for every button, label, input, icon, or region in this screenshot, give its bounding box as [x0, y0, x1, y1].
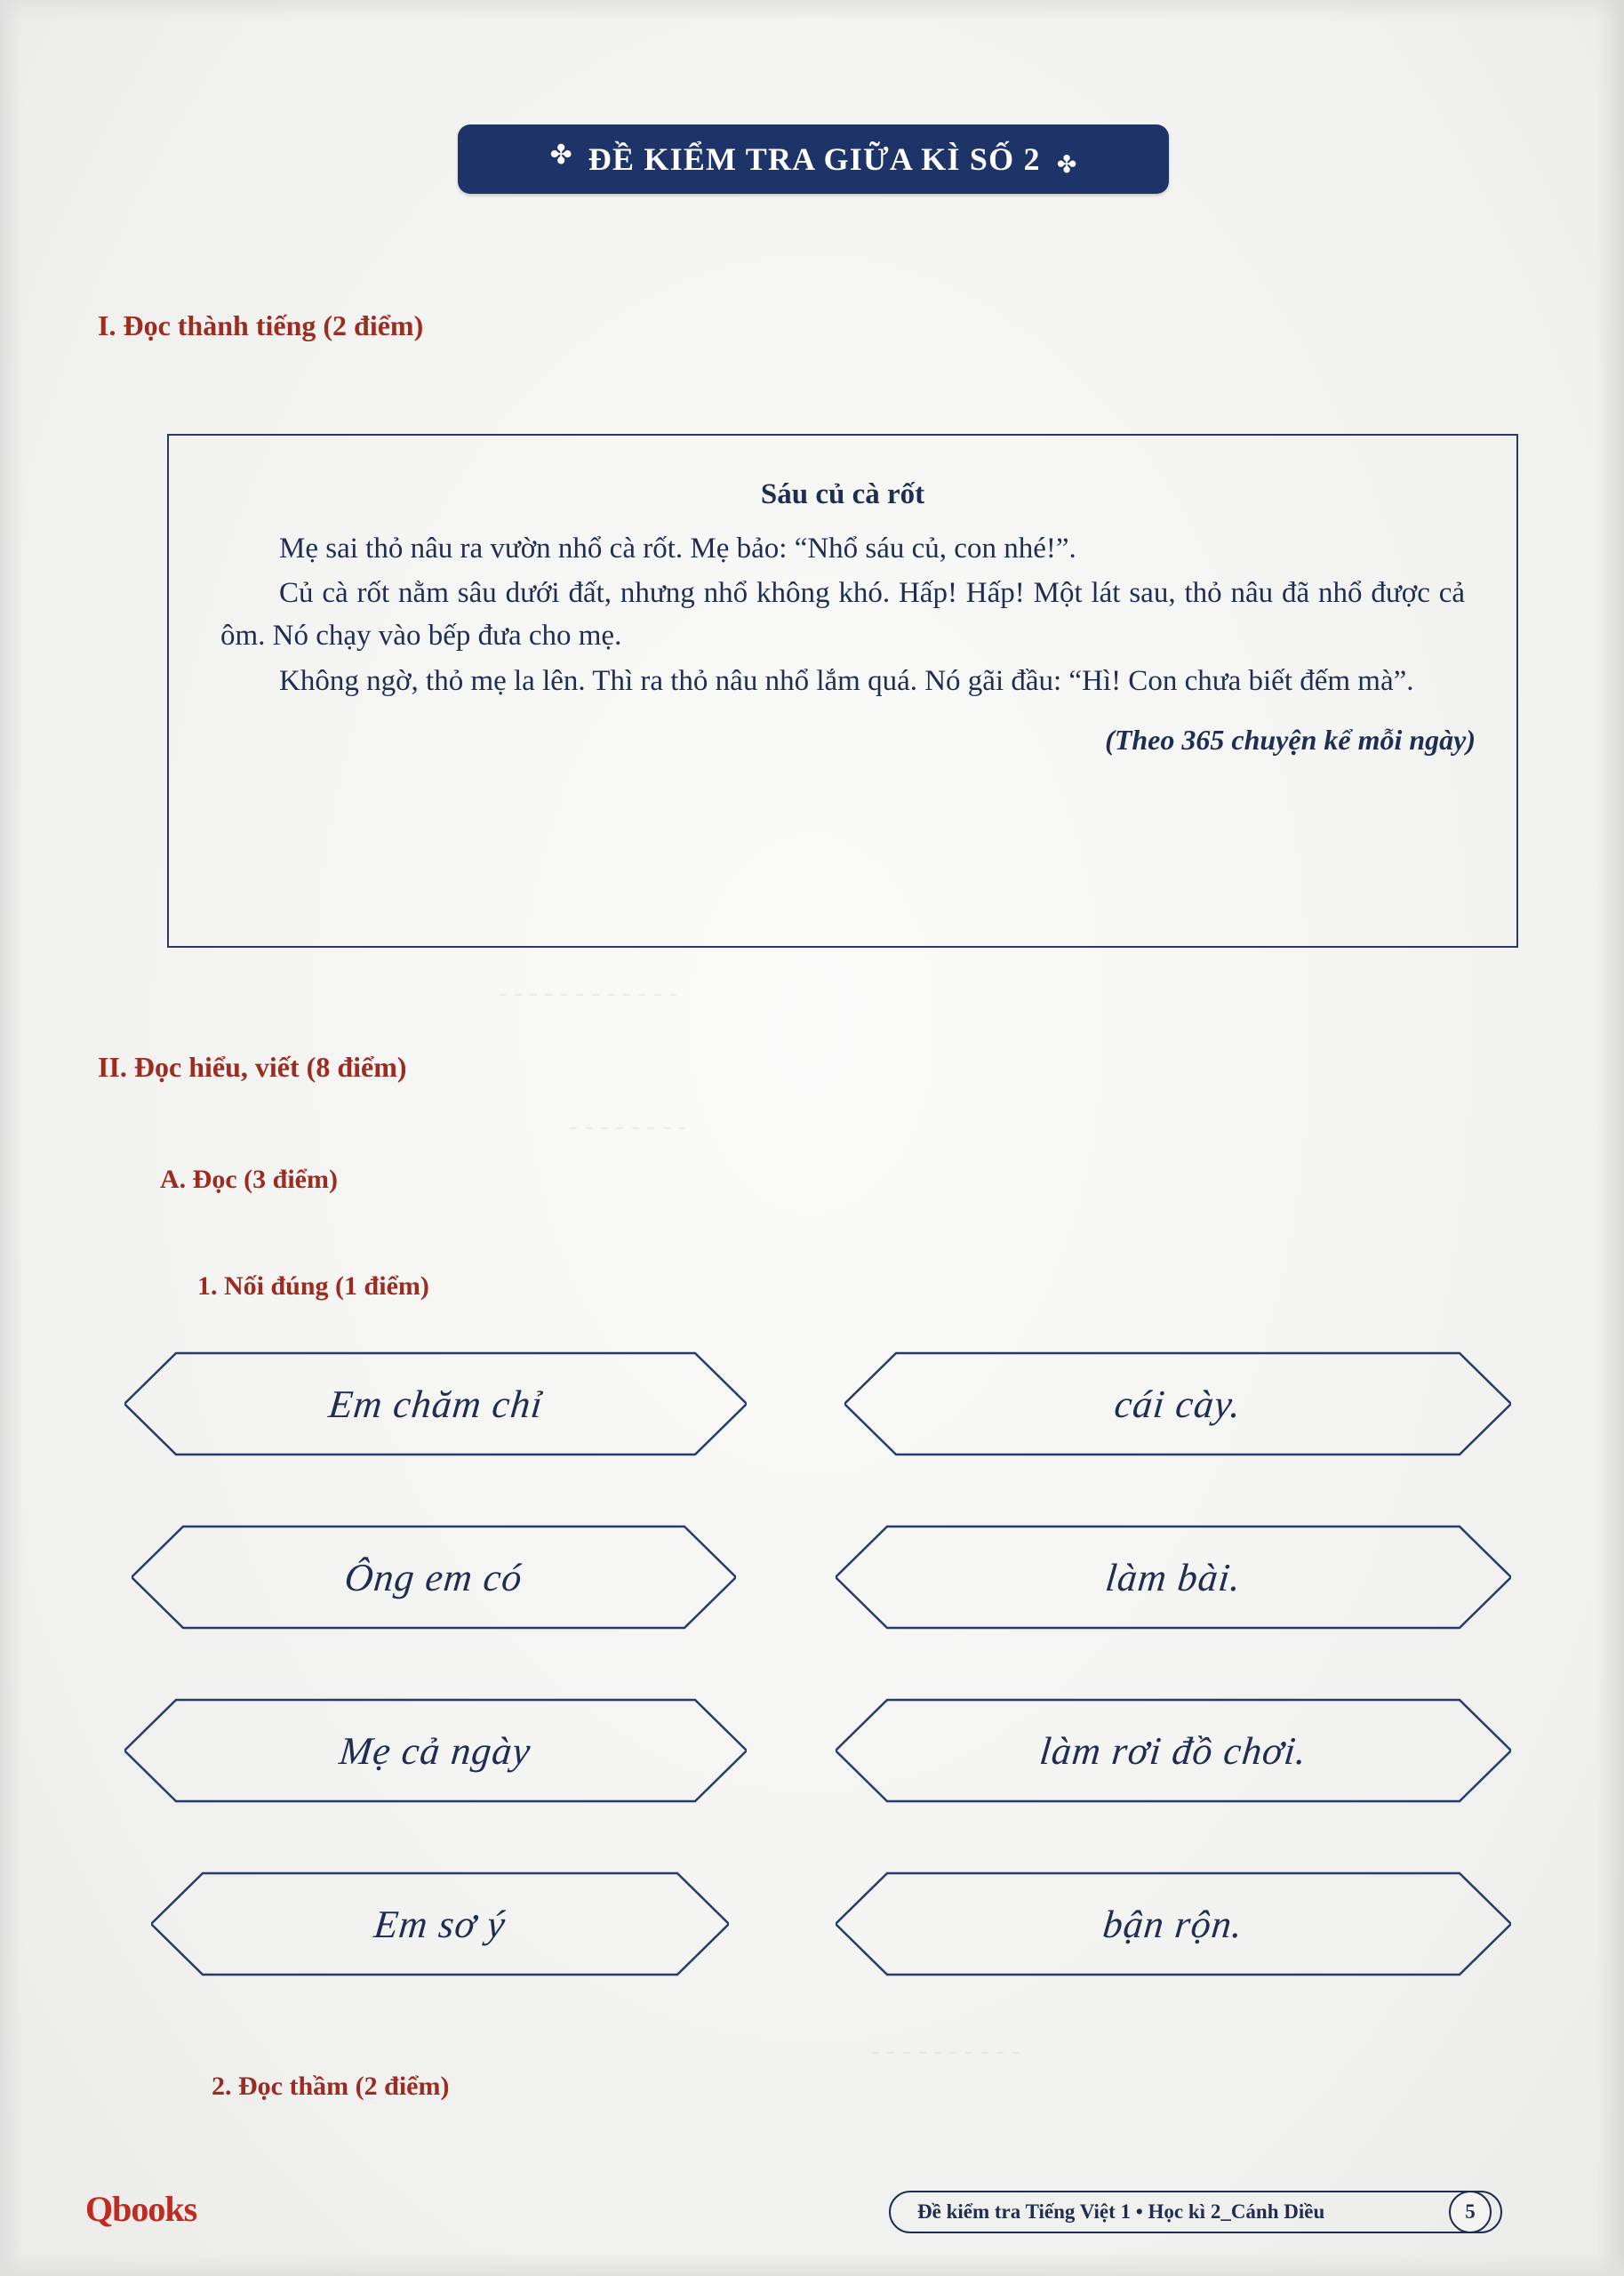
matching-left-option[interactable] [124, 1698, 747, 1803]
matching-left-option[interactable] [124, 1351, 747, 1456]
matching-right-label: cái cày. [1112, 1382, 1244, 1426]
matching-right-option[interactable] [836, 1871, 1511, 1976]
section-heading-2: II. Đọc hiểu, viết (8 điểm) [98, 1051, 407, 1083]
matching-right-option[interactable] [844, 1351, 1511, 1456]
reading-paragraph: Không ngờ, thỏ mẹ la lên. Thì ra thỏ nâu nhổ lắm quá. Nó gãi đầu: “Hì! Con chưa biết đếm mà”. [279, 664, 1414, 697]
matching-row [124, 1871, 1511, 2045]
flower-icon: ✤ [549, 140, 572, 170]
matching-row [124, 1351, 1511, 1525]
subsection-heading-a: A. Đọc (3 điểm) [160, 1165, 338, 1194]
publisher-logo [85, 2188, 196, 2230]
page-edge-top [0, 0, 1624, 20]
matching-row [124, 1698, 1511, 1871]
matching-left-label: Mẹ cả ngày [337, 1728, 534, 1773]
exercise-heading-1: 1. Nối đúng (1 điểm) [197, 1271, 429, 1301]
publisher-logo-text: Qbooks [85, 2189, 197, 2229]
matching-right-label: bận rộn. [1100, 1902, 1246, 1946]
page-title: ĐỀ KIỂM TRA GIỮA KÌ SỐ 2 [588, 141, 1041, 177]
exercise-heading-2: 2. Đọc thầm (2 điểm) [212, 2072, 450, 2101]
matching-row [124, 1525, 1511, 1698]
reading-paragraph: Mẹ sai thỏ nâu ra vườn nhổ cà rốt. Mẹ bảo: “Nhổ sáu củ, con nhé!”. [279, 533, 1076, 565]
page-number: 5 [1449, 2191, 1492, 2233]
reading-passage-body [220, 527, 1465, 702]
matching-left-option[interactable] [151, 1871, 729, 1976]
page-edge-bottom [0, 2253, 1624, 2276]
reading-passage-source: (Theo 365 chuyện kể mỗi ngày) [1105, 723, 1476, 756]
matching-left-label: Em sơ ý [372, 1902, 508, 1946]
page-title-banner [458, 124, 1169, 194]
matching-right-label: làm bài. [1103, 1555, 1244, 1599]
matching-exercise [124, 1351, 1511, 2045]
matching-left-label: Ông em có [342, 1555, 525, 1599]
matching-right-option[interactable] [836, 1698, 1511, 1803]
footer-text: Đề kiểm tra Tiếng Việt 1 • Học kì 2_Cánh Diều [917, 2200, 1325, 2223]
page-edge-left [0, 0, 23, 2276]
matching-left-label: Em chăm chỉ [326, 1382, 545, 1426]
reading-passage-box [167, 434, 1518, 948]
section-heading-1: I. Đọc thành tiếng (2 điểm) [98, 309, 424, 341]
reading-passage-title: Sáu củ cà rốt [760, 478, 925, 510]
page-edge-right [1597, 0, 1624, 2276]
footer-banner [889, 2191, 1502, 2233]
matching-right-label: làm rơi đồ chơi. [1037, 1728, 1309, 1773]
reading-paragraph: Củ cà rốt nằm sâu dưới đất, nhưng nhổ không khó. Hấp! Hấp! Một lát sau, thỏ nâu đã nhổ được cả ôm. Nó chạy vào bếp đưa cho mẹ. [220, 577, 1465, 653]
matching-left-option[interactable] [132, 1525, 736, 1630]
matching-right-option[interactable] [836, 1525, 1511, 1630]
flower-icon: ✤ [1056, 150, 1077, 178]
